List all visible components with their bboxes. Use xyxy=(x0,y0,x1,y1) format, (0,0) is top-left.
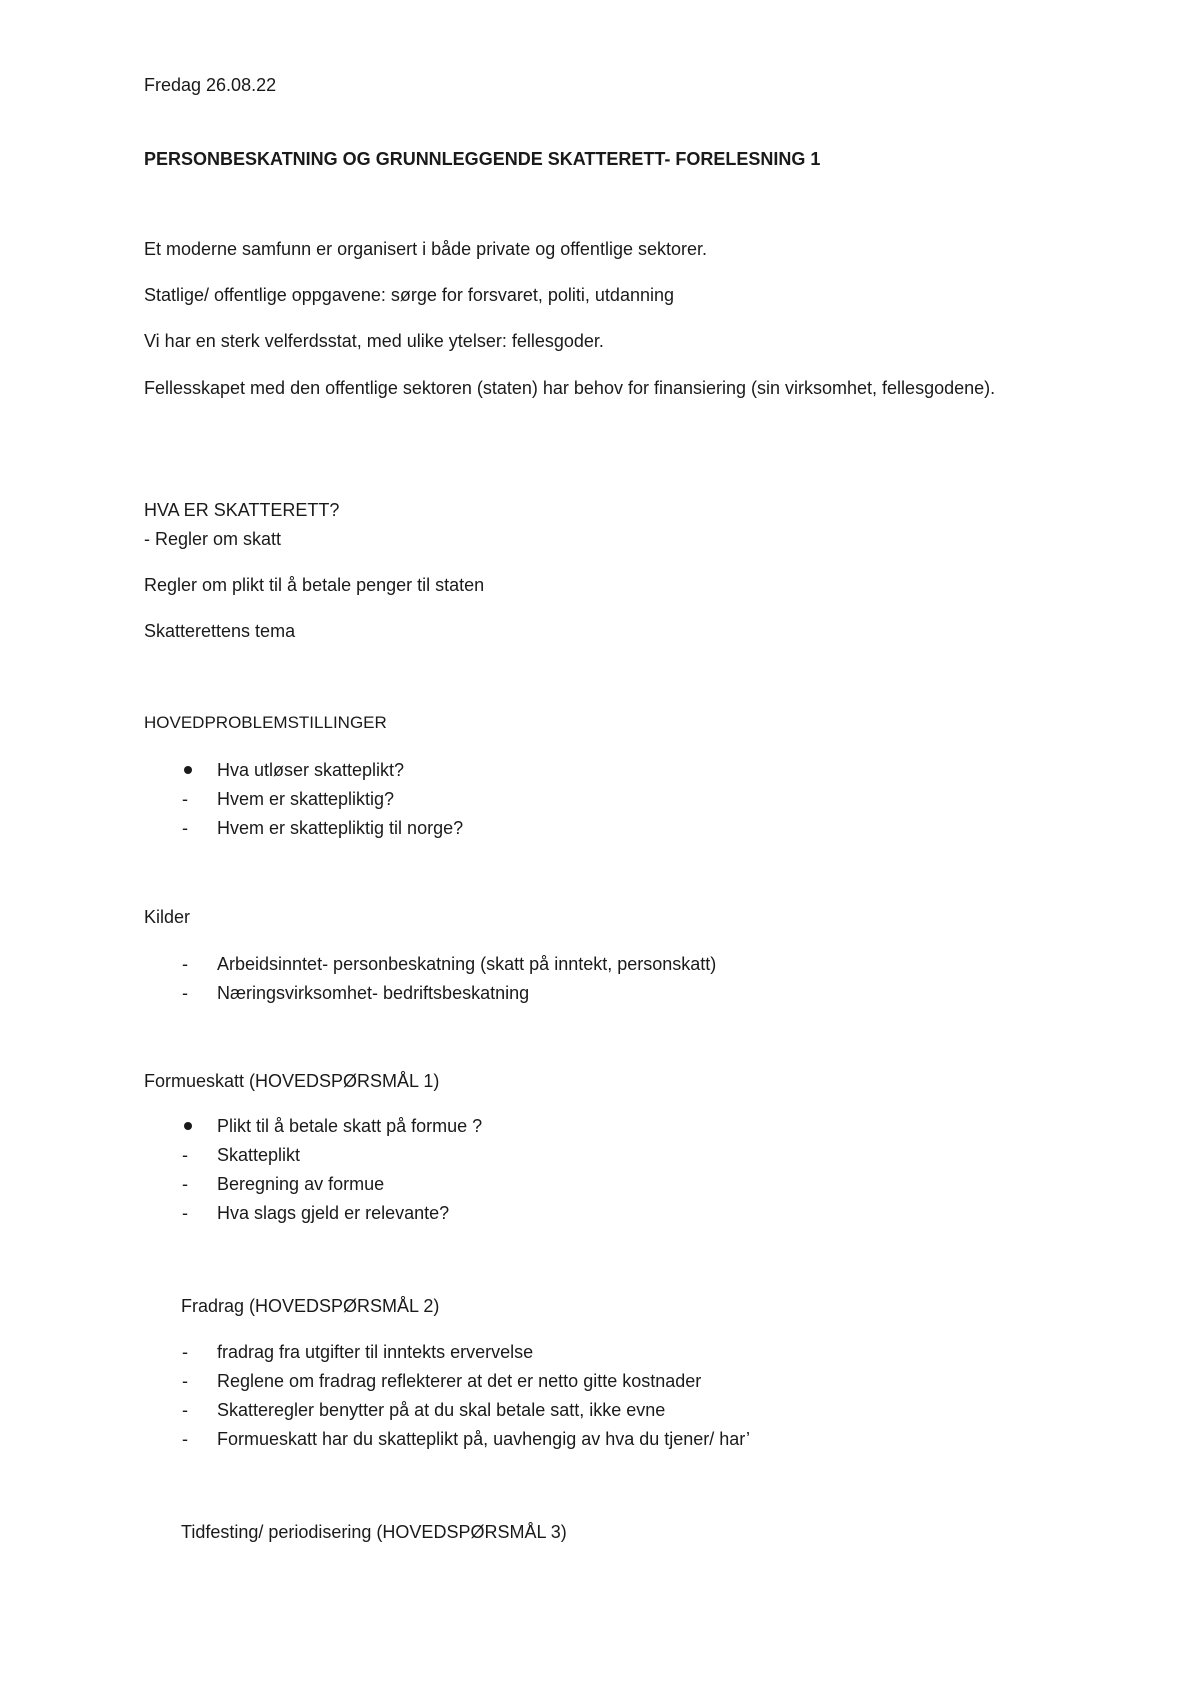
dash-marker: - xyxy=(182,983,188,1003)
list-item-text: Formueskatt har du skatteplikt på, uavhengig av hva du tjener/ har’ xyxy=(217,1429,750,1449)
dash-marker: - xyxy=(182,1203,188,1223)
formueskatt-list xyxy=(144,1112,1044,1228)
section-heading-hovedproblem: HOVEDPROBLEMSTILLINGER xyxy=(144,713,387,732)
list-item-text: Hva utløser skatteplikt? xyxy=(217,760,405,780)
list-item xyxy=(144,785,1044,814)
list-item-text: Næringsvirksomhet- bedriftsbeskatning xyxy=(217,983,530,1003)
skatterett-line-2: Regler om plikt til å betale penger til staten xyxy=(144,575,485,595)
dash-marker: - xyxy=(182,1342,188,1362)
dash-marker: - xyxy=(182,1400,188,1420)
section-heading-formueskatt: Formueskatt (HOVEDSPØRSMÅL 1) xyxy=(144,1071,440,1091)
list-item xyxy=(144,1170,1044,1199)
list-item-text: Reglene om fradrag reflekterer at det er netto gitte kostnader xyxy=(217,1371,702,1391)
hovedproblem-list xyxy=(144,756,1044,843)
intro-paragraph-3: Vi har en sterk velferdsstat, med ulike ytelser: fellesgoder. xyxy=(144,331,604,351)
list-item-text: Hvem er skattepliktig til norge? xyxy=(217,818,464,838)
section-heading-fradrag: Fradrag (HOVEDSPØRSMÅL 2) xyxy=(181,1296,440,1316)
section-heading-tidfesting: Tidfesting/ periodisering (HOVEDSPØRSMÅL 3) xyxy=(181,1522,567,1542)
skatterett-line-1: - Regler om skatt xyxy=(144,529,282,549)
list-item xyxy=(144,1199,1044,1228)
section-heading-kilder: Kilder xyxy=(144,907,191,927)
list-item-text: Hvem er skattepliktig? xyxy=(217,789,395,809)
list-item xyxy=(144,1367,1044,1396)
list-item xyxy=(144,756,1044,785)
skatterett-line-3: Skatterettens tema xyxy=(144,621,296,641)
list-item-text: fradrag fra utgifter til inntekts ervervelse xyxy=(217,1342,534,1362)
dash-marker: - xyxy=(182,1371,188,1391)
list-item xyxy=(144,1396,1044,1425)
list-item-text: Plikt til å betale skatt på formue ? xyxy=(217,1116,483,1136)
bullet-dot-icon xyxy=(184,766,192,774)
dash-marker: - xyxy=(182,1429,188,1449)
intro-paragraph-1: Et moderne samfunn er organisert i både private og offentlige sektorer. xyxy=(144,239,707,259)
list-item xyxy=(144,814,1044,843)
date-line: Fredag 26.08.22 xyxy=(144,75,277,95)
list-item xyxy=(144,1425,1044,1454)
fradrag-list xyxy=(144,1338,1044,1454)
kilder-list xyxy=(144,950,1044,1008)
dash-marker: - xyxy=(182,1145,188,1165)
intro-paragraph-4: Fellesskapet med den offentlige sektoren (staten) har behov for finansiering (sin virksomhet, fellesgodene). xyxy=(144,378,996,398)
list-item xyxy=(144,1112,1044,1141)
document-title: PERSONBESKATNING OG GRUNNLEGGENDE SKATTERETT- FORELESNING 1 xyxy=(144,149,821,169)
list-item xyxy=(144,1338,1044,1367)
list-item-text: Skatteregler benytter på at du skal betale satt, ikke evne xyxy=(217,1400,666,1420)
bullet-dot-icon xyxy=(184,1122,192,1130)
list-item-text: Beregning av formue xyxy=(217,1174,385,1194)
list-item-text: Hva slags gjeld er relevante? xyxy=(217,1203,450,1223)
section-heading-skatterett: HVA ER SKATTERETT? xyxy=(144,500,340,520)
dash-marker: - xyxy=(182,818,188,838)
dash-marker: - xyxy=(182,789,188,809)
list-item-text: Skatteplikt xyxy=(217,1145,301,1165)
list-item xyxy=(144,950,1044,979)
list-item-text: Arbeidsinntet- personbeskatning (skatt på inntekt, personskatt) xyxy=(217,954,717,974)
list-item xyxy=(144,1141,1044,1170)
dash-marker: - xyxy=(182,954,188,974)
list-item xyxy=(144,979,1044,1008)
intro-paragraph-2: Statlige/ offentlige oppgavene: sørge for forsvaret, politi, utdanning xyxy=(144,285,674,305)
dash-marker: - xyxy=(182,1174,188,1194)
